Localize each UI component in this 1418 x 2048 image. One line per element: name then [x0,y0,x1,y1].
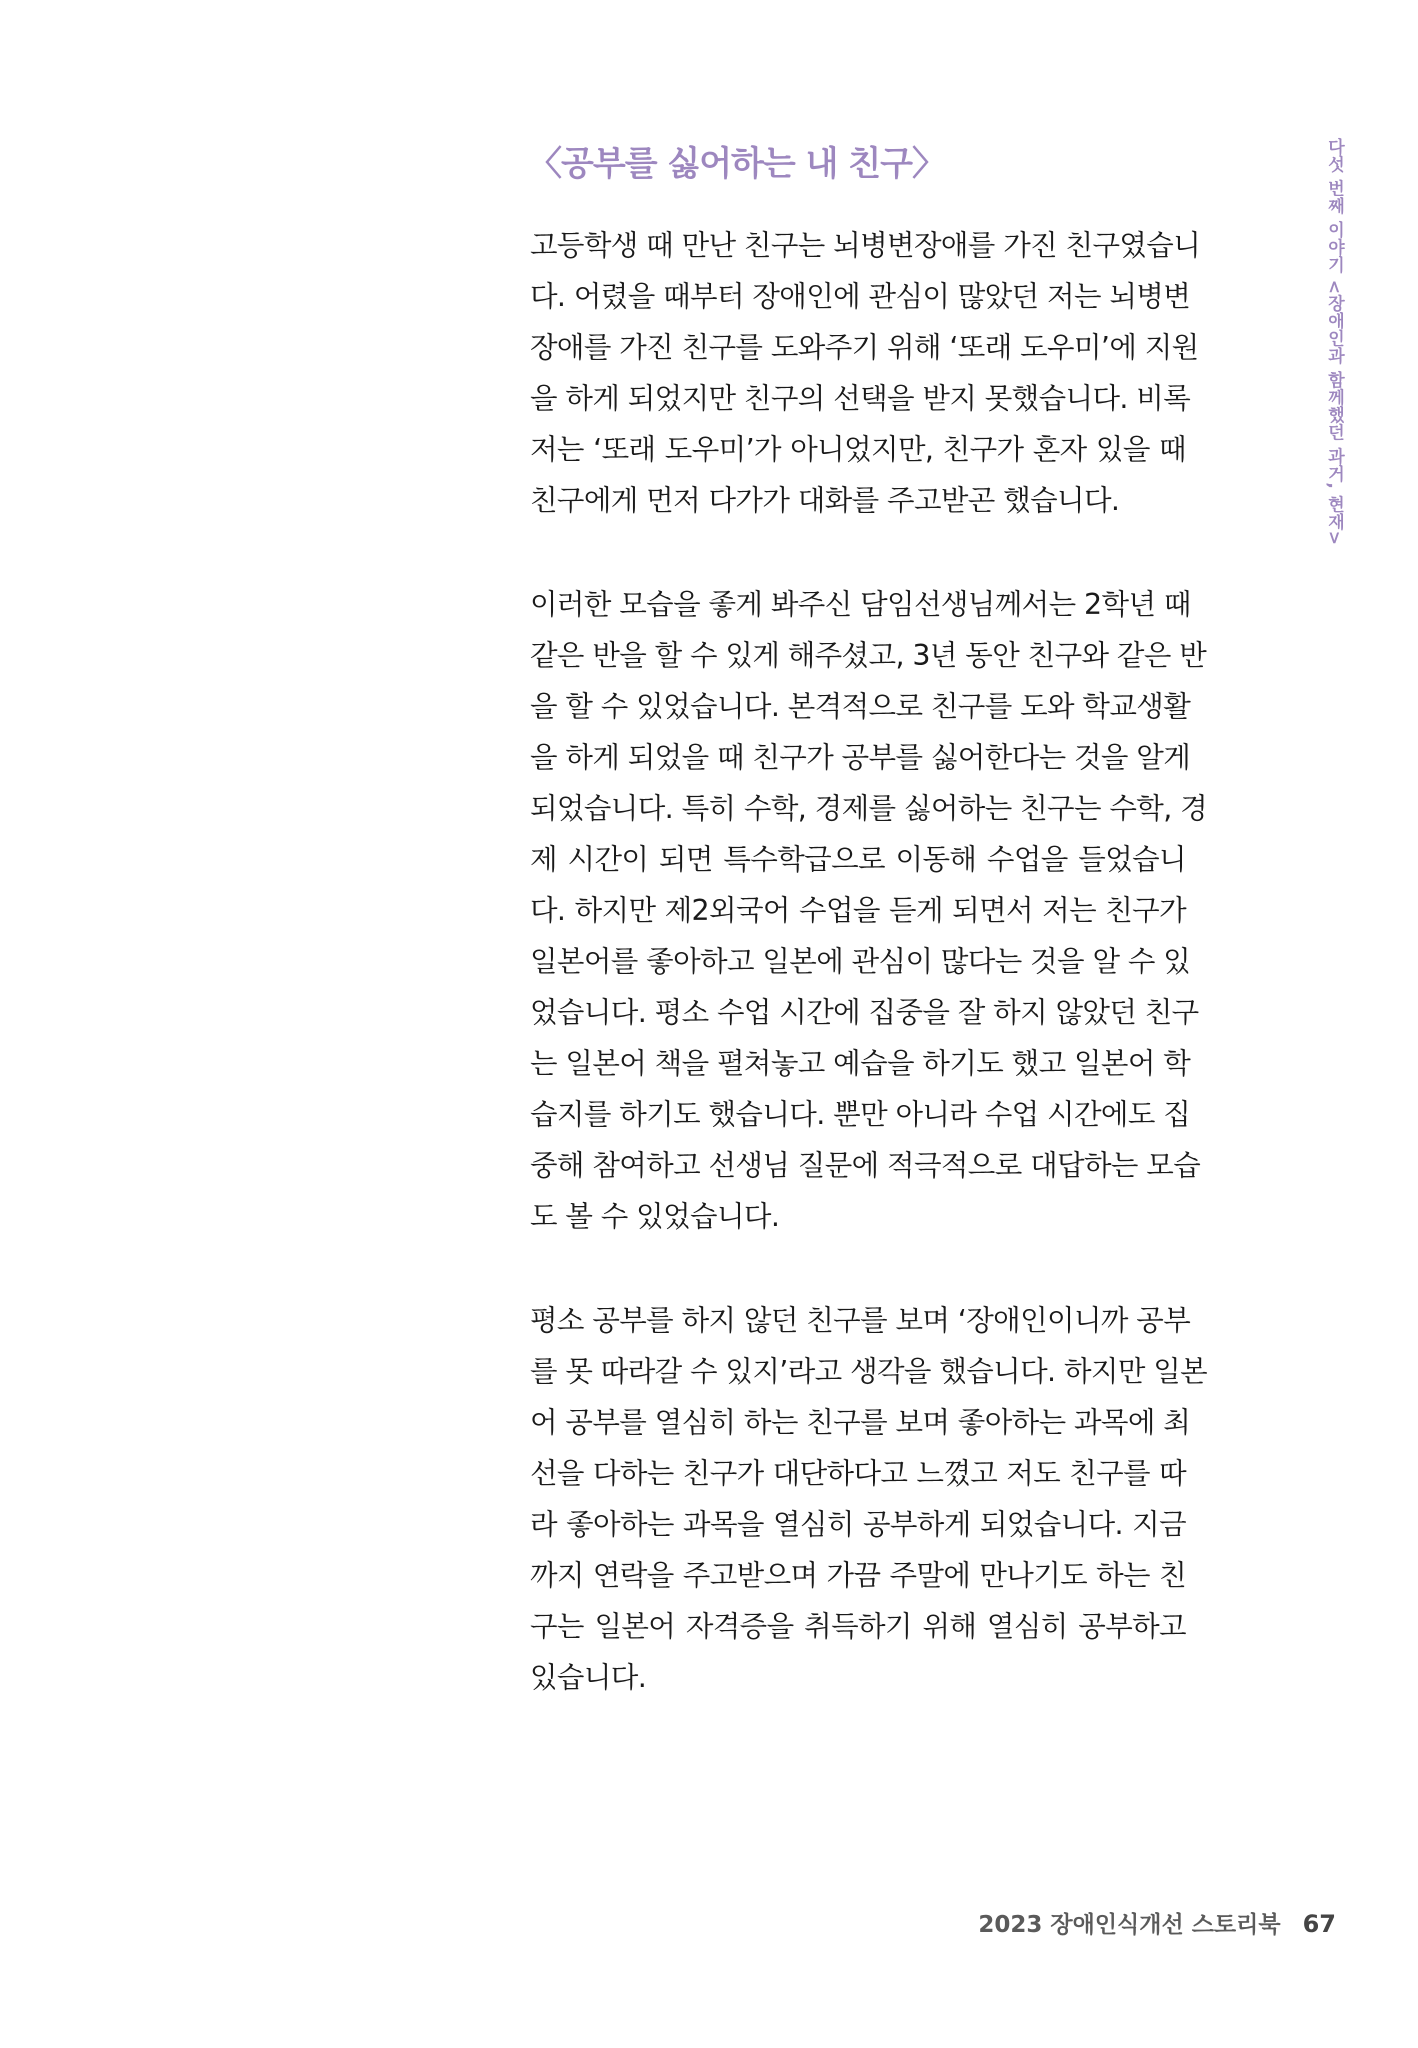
text-line: 구는 일본어 자격증을 취득하기 위해 열심히 공부하고 [530,1610,1186,1643]
text-line: 다. 하지만 제2외국어 수업을 듣게 되면서 저는 친구가 [530,894,1186,927]
text-line: 같은 반을 할 수 있게 해주셨고, 3년 동안 친구와 같은 반 [530,639,1207,672]
text-line: 고등학생 때 만난 친구는 뇌병변장애를 가진 친구였습니 [530,229,1201,262]
text-line: 있습니다. [530,1661,647,1694]
text-line: 제 시간이 되면 특수학급으로 이동해 수업을 들었습니 [530,843,1186,876]
page-number: 67 [1302,1910,1336,1938]
story-title: 〈공부를 싫어하는 내 친구〉 [528,144,945,184]
text-line: 도 볼 수 있었습니다. [530,1200,780,1233]
body-text [530,220,1208,1756]
text-line: 었습니다. 평소 수업 시간에 집중을 잘 하지 않았던 친구 [530,996,1199,1029]
paragraph-2 [530,579,1208,1242]
text-line: 선을 다하는 친구가 대단하다고 느꼈고 저도 친구를 따 [530,1457,1186,1490]
text-line: 저는 ‘또래 도우미’가 아니었지만, 친구가 혼자 있을 때 [530,433,1186,466]
text-line: 라 좋아하는 과목을 열심히 공부하게 되었습니다. 지금 [530,1508,1186,1541]
side-running-head: 다섯 번째 이야기 <장애인과 함께했던 과거, 현재> [1324,138,1344,546]
text-line: 일본어를 좋아하고 일본에 관심이 많다는 것을 알 수 있 [530,945,1191,978]
text-line: 어 공부를 열심히 하는 친구를 보며 좋아하는 과목에 최 [530,1406,1191,1439]
text-line: 습지를 하기도 했습니다. 뿐만 아니라 수업 시간에도 집 [530,1098,1191,1131]
book-title: 2023 장애인식개선 스토리북 [978,1912,1281,1938]
paragraph-1 [530,220,1201,526]
page-footer [978,1906,1336,1939]
text-line: 이러한 모습을 좋게 봐주신 담임선생님께서는 2학년 때 [530,588,1191,621]
text-line: 되었습니다. 특히 수학, 경제를 싫어하는 친구는 수학, 경 [530,792,1208,825]
text-line: 중해 참여하고 선생님 질문에 적극적으로 대답하는 모습 [530,1149,1201,1182]
text-line: 을 하게 되었을 때 친구가 공부를 싫어한다는 것을 알게 [530,741,1191,774]
text-line: 장애를 가진 친구를 도와주기 위해 ‘또래 도우미’에 지원 [530,331,1199,364]
text-line: 친구에게 먼저 다가가 대화를 주고받곤 했습니다. [530,484,1120,517]
text-line: 를 못 따라갈 수 있지’라고 생각을 했습니다. 하지만 일본 [530,1355,1208,1388]
text-line: 을 하게 되었지만 친구의 선택을 받지 못했습니다. 비록 [530,382,1191,415]
text-line: 다. 어렸을 때부터 장애인에 관심이 많았던 저는 뇌병변 [530,280,1191,313]
paragraph-3 [530,1295,1208,1703]
text-line: 평소 공부를 하지 않던 친구를 보며 ‘장애인이니까 공부 [530,1304,1191,1337]
text-line: 까지 연락을 주고받으며 가끔 주말에 만나기도 하는 친 [530,1559,1186,1592]
text-line: 는 일본어 책을 펼쳐놓고 예습을 하기도 했고 일본어 학 [530,1047,1191,1080]
text-line: 을 할 수 있었습니다. 본격적으로 친구를 도와 학교생활 [530,690,1191,723]
